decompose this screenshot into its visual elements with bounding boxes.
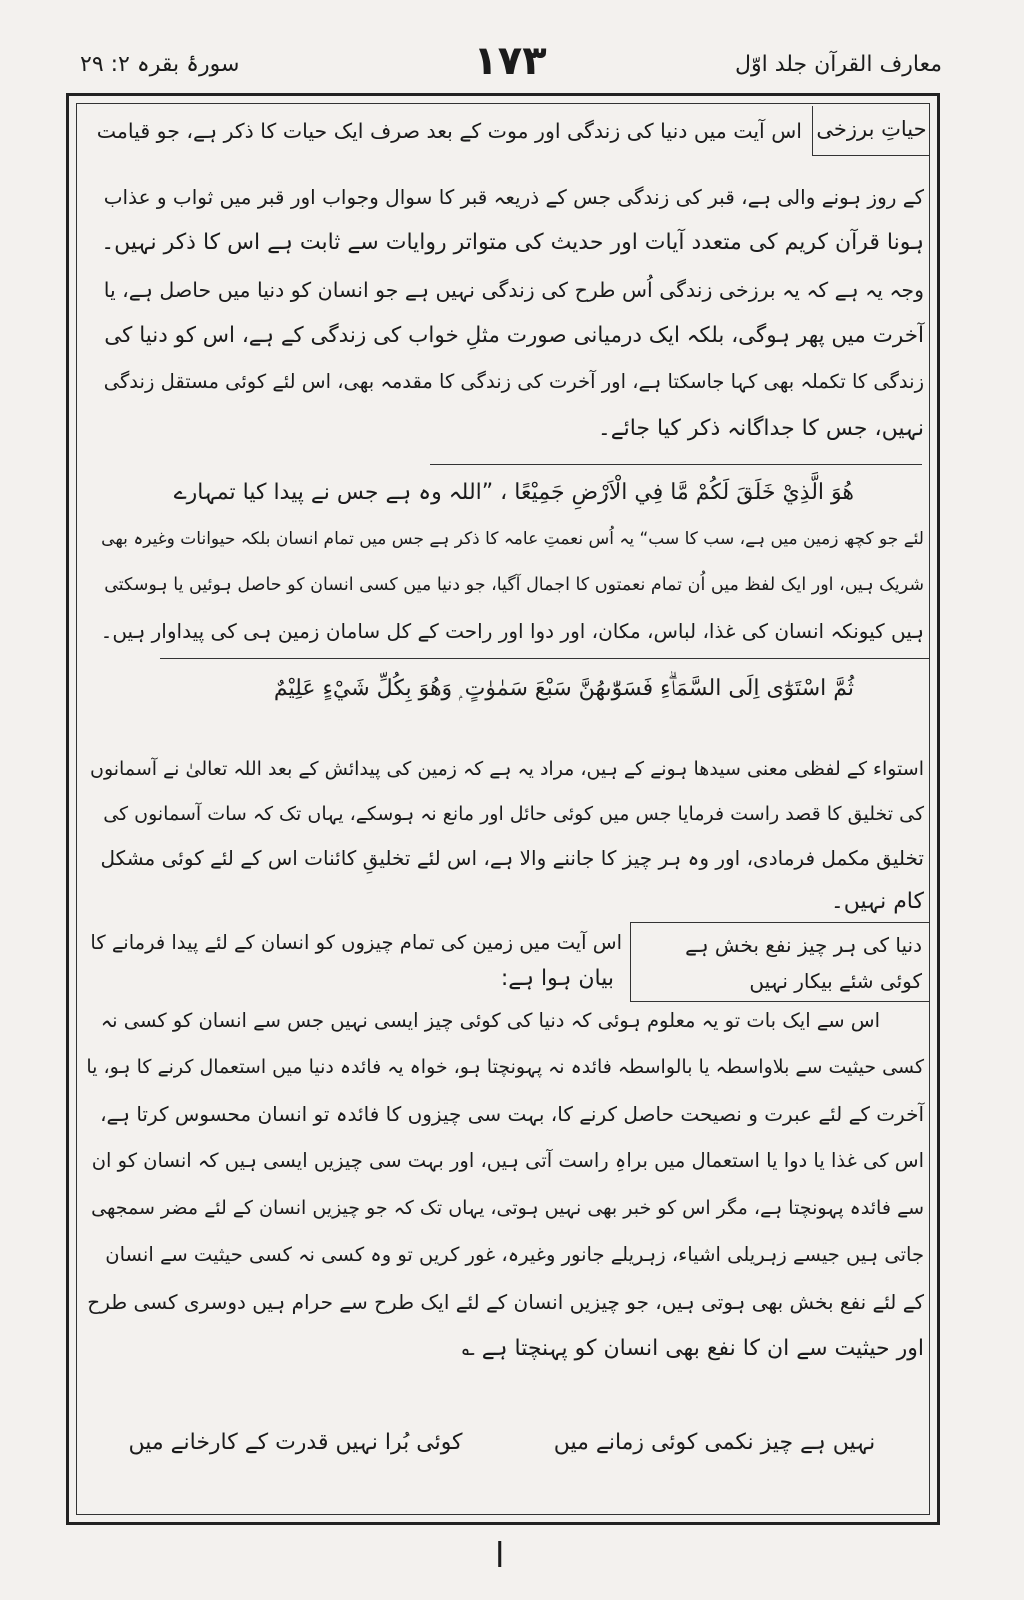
text-line: ہونا قرآن کریم کی متعدد آیات اور حدیث کی متواتر روایات سے ثابت ہے اس کا ذکر نہیں۔ [101,230,924,255]
text-line: اس آیت میں دنیا کی زندگی اور موت کے بعد صرف ایک حیات کا ذکر ہے، جو قیامت [96,119,802,143]
text-line: کے لئے نفع بخش بھی ہوتی ہیں، جو چیزیں انسان کے لئے ایک طرح سے حرام ہیں دوسری کسی طرح [87,1290,924,1314]
text-line: جاتی ہیں جیسے زہریلی اشیاء، زہریلے جانور وغیرہ، غور کریں تو وہ کسی نہ کسی حیثیت سے انسان [105,1243,924,1266]
text-line: زندگی کا تکملہ بھی کہا جاسکتا ہے، اور آخرت کی زندگی کا مقدمہ بھی، اس لئے کوئی مستقل زندگی [103,370,924,393]
text-line: لئے جو کچھ زمین میں ہے، سب کا سب“ یہ اُس نعمتِ عامہ کا ذکر ہے جس میں تمام انسان بلکہ حیوانات وغیرہ بھی [101,529,924,549]
side-heading-line: دنیا کی ہر چیز نفع بخش ہے [685,933,922,957]
text-line: کی تخلیق کا قصد راست فرمایا جس میں کوئی حائل اور مانع نہ ہوسکے، یہاں تک کہ سات آسمانوں کی [103,803,924,825]
text-line: تخلیق مکمل فرمادی، اور وہ ہر چیز کا جاننے والا ہے، اس لئے تخلیقِ کائنات اس کے لئے کوئی مشکل [100,846,924,870]
couplet-second-hemistich: کوئی بُرا نہیں قدرت کے کارخانے میں [128,1430,463,1455]
text-line: بیان ہوا ہے: [500,966,614,991]
text-line: آخرت کے لئے عبرت و نصیحت حاصل کرنے کا، بہت سی چیزوں کا فائدہ تو انسان محسوس کرتا ہے، [100,1102,924,1126]
verse-arabic: هُوَ الَّذِيْ خَلَقَ لَكُمْ مَّا فِي الْاَرْضِ جَمِيْعًا [514,480,854,505]
text-line: اس کی غذا یا دوا یا استعمال میں براہِ راست آتی ہیں، اور بہت سی چیزیں ایسی ہیں کہ انسان کو ان [91,1149,924,1172]
text-line: سے فائدہ پہونچتا ہے، مگر اس کو خبر بھی نہیں ہوتی، یہاں تک کہ جو چیزیں انسان کے لئے مضر سمجھی [91,1197,924,1219]
side-heading-line: کوئی شئے بیکار نہیں [749,969,922,993]
text-line: آخرت میں پھر ہوگی، بلکہ ایک درمیانی صورت مثلِ خواب کی زندگی کے ہے، اس کو دنیا کی [104,323,924,348]
text-line: اس سے ایک بات تو یہ معلوم ہوئی کہ دنیا کی کوئی چیز ایسی نہیں جس سے انسان کو کسی نہ [100,1009,880,1032]
surah-reference: سورۂ بقرہ ۲: ۲۹ [80,52,240,77]
text-line: ہیں کیونکہ انسان کی غذا، لباس، مکان، اور دوا اور راحت کے کل سامان زمین ہی کی پیداوار ہیں۔ [100,619,924,643]
section-divider [160,658,930,659]
verse-translation: ، ”اللہ وہ ہے جس نے پیدا کیا تمہارے [173,480,508,505]
text-line: اور حیثیت سے ان کا نفع بھی انسان کو پہنچتا ہے ؎ [461,1336,924,1361]
section-divider [430,464,922,465]
text-line: کسی حیثیت سے بلاواسطہ یا بالواسطہ فائدہ نہ پہونچتا ہو، خواہ یہ فائدہ دنیا میں استعمال کرنے کا ہو، یا [86,1056,924,1078]
verse-arabic: ثُمَّ اسْتَوٰٓى اِلَى السَّمَاۗءِ فَسَوّٰىهُنَّ سَبْعَ سَمٰوٰتٍ ۭ وَھُوَ بِكُلِّ شَيْءٍ عَلِيْمٌ [273,676,854,701]
side-heading-benefit [630,922,930,1002]
verse-line [174,476,854,510]
couplet-first-hemistich: نہیں ہے چیز نکمی کوئی زمانے میں [553,1430,876,1455]
text-line: کام نہیں۔ [830,889,924,914]
page-number: ۱۷۳ [473,38,547,84]
text-line: نہیں، جس کا جداگانہ ذکر کیا جائے۔ [597,416,924,441]
text-line: اس آیت میں زمین کی تمام چیزوں کو انسان کے لئے پیدا فرمانے کا [90,931,622,954]
text-line: استواء کے لفظی معنی سیدھا ہونے کے ہیں، مراد یہ ہے کہ زمین کی پیدائش کے بعد اللہ تعالیٰ نے آسمانوں [89,758,924,780]
footer-mark: ا [495,1536,505,1576]
text-line: کے روز ہونے والی ہے، قبر کی زندگی جس کے ذریعہ قبر کا سوال وجواب اور قبر میں ثواب و عذاب [103,185,924,209]
text-line: شریک ہیں، اور ایک لفظ میں اُن تمام نعمتوں کا اجمال آگیا، جو دنیا میں کسی انسان کو حاصل ہوئیں یا ہوسکتی [104,575,924,595]
couplet [86,1426,924,1460]
book-title: معارف القرآن جلد اوّل [734,52,942,77]
side-heading-barzakh: حیاتِ برزخی [812,106,930,156]
text-line: وجہ یہ ہے کہ یہ برزخی زندگی اُس طرح کی زندگی نہیں ہے جو انسان کو دنیا میں حاصل ہے، یا [103,278,924,302]
